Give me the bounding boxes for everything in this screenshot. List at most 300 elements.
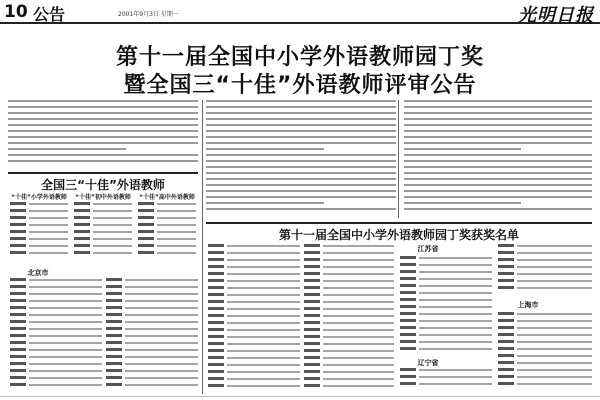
text-line	[206, 142, 396, 144]
text-line	[404, 202, 521, 204]
name-text	[400, 312, 416, 315]
school-text	[517, 348, 592, 350]
school-text	[323, 308, 394, 310]
list-item	[304, 384, 394, 387]
school-text	[29, 245, 68, 247]
winners-list-title: 第十一届全国中小学外语教师园丁奖获奖名单	[278, 228, 519, 242]
list-item	[106, 348, 198, 351]
school-text	[419, 313, 492, 315]
name-text	[10, 348, 26, 351]
list-item	[400, 368, 492, 371]
list-item	[304, 321, 394, 324]
name-text	[138, 244, 154, 247]
list-item	[138, 244, 196, 247]
list-item	[304, 363, 394, 366]
name-text	[208, 342, 224, 345]
name-text	[10, 299, 26, 302]
list-item	[304, 342, 394, 345]
school-text	[29, 356, 102, 358]
list-item	[208, 342, 300, 345]
school-text	[29, 363, 102, 365]
text-line	[8, 148, 126, 150]
name-text	[498, 347, 514, 350]
name-text	[10, 202, 26, 205]
school-text	[29, 210, 68, 212]
list-item	[74, 223, 132, 226]
name-text	[74, 223, 90, 226]
name-text	[400, 270, 416, 273]
school-text	[125, 335, 198, 337]
school-text	[29, 231, 68, 233]
name-text	[498, 361, 514, 364]
school-text	[93, 210, 132, 212]
text-line	[8, 118, 198, 120]
name-text	[498, 251, 514, 254]
name-text	[498, 326, 514, 329]
list-item	[208, 244, 300, 247]
name-text	[400, 347, 416, 350]
school-text	[29, 342, 102, 344]
name-text	[10, 278, 26, 281]
list-item	[400, 256, 492, 259]
school-text	[93, 238, 132, 240]
list-item	[304, 377, 394, 380]
list-item	[106, 327, 198, 330]
name-text	[10, 230, 26, 233]
list-item	[106, 285, 198, 288]
name-text	[10, 341, 26, 344]
list-item	[208, 251, 300, 254]
list-item	[304, 356, 394, 359]
list-item	[304, 258, 394, 261]
list-item	[498, 326, 592, 329]
name-text	[400, 375, 416, 378]
list-item	[106, 383, 198, 386]
region-label: 辽宁省	[417, 359, 439, 367]
school-text	[517, 376, 592, 378]
school-text	[227, 245, 300, 247]
list-item	[400, 298, 492, 301]
school-text	[517, 313, 592, 315]
text-line	[206, 172, 396, 174]
name-text	[304, 363, 320, 366]
text-line	[206, 124, 396, 126]
list-item	[208, 272, 300, 275]
name-text	[498, 265, 514, 268]
name-text	[10, 362, 26, 365]
school-text	[323, 343, 394, 345]
text-line	[404, 172, 592, 174]
name-text	[304, 272, 320, 275]
name-text	[106, 369, 122, 372]
name-text	[10, 327, 26, 330]
list-item	[10, 278, 102, 281]
region-label: 北京市	[27, 269, 49, 277]
section-divider	[8, 172, 198, 174]
list-item	[10, 292, 102, 295]
school-text	[419, 369, 492, 371]
name-text	[208, 356, 224, 359]
school-text	[419, 383, 492, 385]
school-text	[125, 356, 198, 358]
list-item	[400, 312, 492, 315]
list-item	[74, 202, 132, 205]
school-text	[29, 314, 102, 316]
school-text	[29, 224, 68, 226]
name-text	[208, 384, 224, 387]
school-text	[517, 327, 592, 329]
school-text	[93, 203, 132, 205]
text-line	[404, 178, 592, 180]
school-text	[227, 294, 300, 296]
text-line	[206, 154, 396, 156]
headline-line-1: 第十一届全国中小学外语教师园丁奖	[115, 45, 484, 70]
school-text	[323, 287, 394, 289]
text-line	[206, 184, 396, 186]
ten-best-list-junior	[74, 202, 132, 262]
name-text	[400, 368, 416, 371]
school-text	[419, 271, 492, 273]
school-text	[227, 252, 300, 254]
name-text	[498, 333, 514, 336]
school-text	[227, 385, 300, 387]
text-line	[404, 124, 592, 126]
list-item	[10, 320, 102, 323]
name-text	[106, 376, 122, 379]
winners-column-4	[304, 244, 394, 394]
school-text	[323, 259, 394, 261]
name-text	[498, 319, 514, 322]
school-text	[227, 357, 300, 359]
school-text	[125, 377, 198, 379]
school-text	[323, 371, 394, 373]
school-text	[517, 280, 592, 282]
text-line	[404, 190, 592, 192]
school-text	[323, 294, 394, 296]
name-text	[498, 258, 514, 261]
list-item	[498, 347, 592, 350]
name-text	[106, 355, 122, 358]
text-line	[206, 160, 396, 162]
name-text	[498, 272, 514, 275]
article-body-column-2	[206, 100, 396, 218]
name-text	[106, 278, 122, 281]
school-text	[323, 364, 394, 366]
page-number: 10	[4, 2, 28, 22]
text-line	[206, 136, 396, 138]
list-item	[304, 328, 394, 331]
list-item	[400, 333, 492, 336]
school-text	[419, 257, 492, 259]
name-text	[400, 284, 416, 287]
name-text	[400, 263, 416, 266]
school-text	[29, 286, 102, 288]
text-line	[8, 106, 198, 108]
name-text	[10, 251, 26, 254]
school-text	[125, 286, 198, 288]
name-text	[304, 342, 320, 345]
name-text	[208, 293, 224, 296]
school-text	[29, 307, 102, 309]
text-line	[206, 202, 324, 204]
text-line	[206, 190, 396, 192]
school-text	[157, 231, 196, 233]
name-text	[74, 244, 90, 247]
school-text	[517, 362, 592, 364]
school-text	[419, 299, 492, 301]
list-item	[400, 347, 492, 350]
text-line	[404, 166, 592, 168]
school-text	[323, 273, 394, 275]
name-text	[208, 328, 224, 331]
name-text	[106, 313, 122, 316]
text-line	[8, 160, 198, 162]
school-text	[517, 341, 592, 343]
list-item	[10, 209, 68, 212]
school-text	[323, 357, 394, 359]
school-text	[157, 217, 196, 219]
school-text	[227, 259, 300, 261]
winners-column-3	[208, 244, 300, 394]
name-text	[208, 286, 224, 289]
school-text	[125, 314, 198, 316]
school-text	[419, 327, 492, 329]
school-text	[227, 287, 300, 289]
school-text	[227, 364, 300, 366]
name-text	[138, 202, 154, 205]
school-text	[323, 252, 394, 254]
list-item	[10, 313, 102, 316]
name-text	[208, 272, 224, 275]
list-item	[498, 354, 592, 357]
school-text	[227, 378, 300, 380]
school-text	[125, 328, 198, 330]
school-text	[517, 259, 592, 261]
list-item	[400, 340, 492, 343]
school-text	[29, 321, 102, 323]
name-text	[106, 292, 122, 295]
text-line	[404, 106, 592, 108]
name-text	[208, 321, 224, 324]
name-text	[74, 237, 90, 240]
name-text	[208, 258, 224, 261]
name-text	[304, 321, 320, 324]
text-line	[8, 130, 198, 132]
name-text	[10, 209, 26, 212]
name-text	[304, 265, 320, 268]
list-item	[208, 328, 300, 331]
region-label: 上海市	[517, 301, 539, 309]
name-text	[304, 349, 320, 352]
school-text	[227, 266, 300, 268]
ten-best-category-primary: “十佳”小学外语教师	[11, 194, 67, 201]
text-line	[8, 112, 198, 114]
text-line	[404, 196, 592, 198]
name-text	[74, 202, 90, 205]
school-text	[29, 377, 102, 379]
school-text	[29, 335, 102, 337]
text-line	[404, 100, 592, 102]
list-item	[10, 299, 102, 302]
school-text	[125, 321, 198, 323]
winners-column-1	[10, 278, 102, 394]
list-item	[498, 286, 592, 289]
list-item	[498, 361, 592, 364]
name-text	[304, 370, 320, 373]
list-item	[106, 320, 198, 323]
school-text	[157, 224, 196, 226]
school-text	[323, 378, 394, 380]
list-item	[10, 216, 68, 219]
list-item	[498, 340, 592, 343]
list-item	[400, 382, 492, 385]
list-item	[208, 258, 300, 261]
list-item	[106, 362, 198, 365]
name-text	[304, 384, 320, 387]
school-text	[125, 279, 198, 281]
name-text	[74, 216, 90, 219]
text-line	[206, 178, 396, 180]
school-text	[157, 252, 196, 254]
name-text	[304, 328, 320, 331]
list-item	[138, 216, 196, 219]
school-text	[517, 383, 592, 385]
name-text	[106, 320, 122, 323]
school-text	[125, 370, 198, 372]
list-item	[10, 251, 68, 254]
text-line	[404, 208, 592, 210]
school-text	[227, 280, 300, 282]
school-text	[323, 245, 394, 247]
text-line	[8, 142, 198, 144]
list-item	[498, 279, 592, 282]
school-text	[125, 293, 198, 295]
list-item	[498, 333, 592, 336]
list-item	[74, 216, 132, 219]
school-text	[29, 279, 102, 281]
newspaper-masthead-logo: 光明日报	[518, 5, 594, 26]
list-item	[10, 230, 68, 233]
name-text	[208, 349, 224, 352]
name-text	[106, 348, 122, 351]
name-text	[400, 326, 416, 329]
list-item	[10, 348, 102, 351]
name-text	[10, 376, 26, 379]
text-line	[8, 154, 198, 156]
name-text	[498, 375, 514, 378]
list-item	[10, 355, 102, 358]
school-text	[93, 231, 132, 233]
school-text	[227, 371, 300, 373]
text-line	[206, 208, 396, 210]
name-text	[208, 307, 224, 310]
page-bottom-border	[0, 396, 600, 397]
list-item	[10, 223, 68, 226]
list-item	[498, 244, 592, 247]
school-text	[323, 385, 394, 387]
list-item	[208, 300, 300, 303]
list-item	[74, 209, 132, 212]
winners-column-7	[498, 312, 592, 394]
name-text	[304, 307, 320, 310]
list-item	[74, 230, 132, 233]
list-item	[208, 370, 300, 373]
name-text	[10, 285, 26, 288]
column-separator	[398, 100, 399, 218]
school-text	[157, 203, 196, 205]
name-text	[400, 256, 416, 259]
text-line	[206, 106, 396, 108]
list-item	[10, 244, 68, 247]
school-text	[517, 320, 592, 322]
school-text	[227, 315, 300, 317]
list-item	[208, 279, 300, 282]
list-item	[304, 335, 394, 338]
name-text	[106, 341, 122, 344]
name-text	[10, 244, 26, 247]
list-item	[208, 314, 300, 317]
text-line	[206, 196, 396, 198]
list-item	[498, 265, 592, 268]
school-text	[29, 384, 102, 386]
name-text	[400, 340, 416, 343]
name-text	[208, 335, 224, 338]
list-item	[400, 319, 492, 322]
name-text	[208, 251, 224, 254]
list-item	[498, 251, 592, 254]
list-item	[304, 265, 394, 268]
list-item	[498, 312, 592, 315]
name-text	[208, 279, 224, 282]
school-text	[227, 336, 300, 338]
text-line	[8, 124, 198, 126]
name-text	[208, 244, 224, 247]
list-item	[304, 251, 394, 254]
text-line	[206, 118, 396, 120]
list-item	[498, 368, 592, 371]
school-text	[517, 287, 592, 289]
text-line	[404, 112, 592, 114]
name-text	[10, 292, 26, 295]
text-line	[206, 100, 396, 102]
list-item	[498, 258, 592, 261]
name-text	[400, 333, 416, 336]
list-item	[498, 319, 592, 322]
school-text	[227, 273, 300, 275]
list-item	[106, 292, 198, 295]
school-text	[419, 348, 492, 350]
name-text	[74, 230, 90, 233]
list-item	[10, 237, 68, 240]
school-text	[29, 293, 102, 295]
text-line	[206, 148, 324, 150]
text-line	[404, 148, 521, 150]
text-line	[404, 136, 592, 138]
list-item	[400, 263, 492, 266]
school-text	[323, 322, 394, 324]
list-item	[400, 326, 492, 329]
list-item	[10, 376, 102, 379]
list-item	[208, 265, 300, 268]
list-item	[208, 307, 300, 310]
name-text	[106, 334, 122, 337]
list-item	[138, 209, 196, 212]
list-item	[304, 370, 394, 373]
name-text	[498, 340, 514, 343]
name-text	[138, 251, 154, 254]
name-text	[138, 216, 154, 219]
name-text	[10, 369, 26, 372]
